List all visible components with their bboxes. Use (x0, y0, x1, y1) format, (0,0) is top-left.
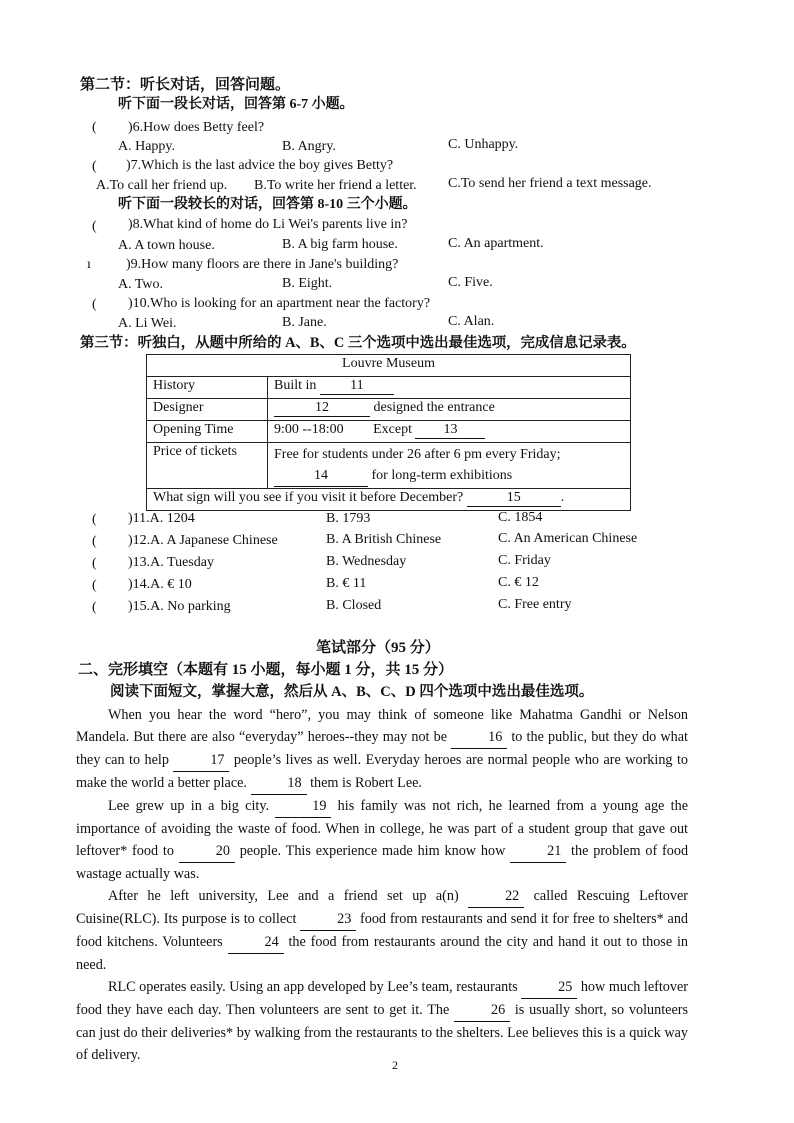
option-b: B.To write her friend a letter. (254, 178, 417, 193)
blank-22[interactable]: 22 (468, 885, 524, 908)
option-c: C. Unhappy. (448, 137, 519, 152)
option-b: B. Closed (326, 598, 382, 613)
option-c: C.To send her friend a text message. (448, 176, 652, 191)
blank-11[interactable]: 11 (320, 378, 394, 395)
blank-23[interactable]: 23 (300, 908, 356, 931)
question-stem: )13.A. Tuesday (128, 555, 214, 570)
page-number: 2 (392, 1058, 398, 1072)
written-part-header: 笔试部分（95 分） (316, 640, 440, 656)
option-b: B. € 11 (326, 576, 367, 591)
dialog2-intro: 听下面一段较长的对话，回答第 8-10 三个小题。 (118, 197, 417, 212)
option-b: B. Eight. (282, 276, 333, 291)
question-stem: )10.Who is looking for an apartment near the factory? (128, 296, 431, 311)
answer-paren[interactable]: ( (92, 578, 97, 593)
blank-18[interactable]: 18 (251, 772, 307, 795)
price-label: Price of tickets (147, 443, 268, 489)
passage-paragraph-4: RLC operates easily. Using an app developed by Lee’s team, restaurants 25 how much leftover food they have each day. Then volunteers are sent to get it. The 26 is usually short, so volunteers can just do their deliveries* by walking from the restaurants to the shelters. Lee believes this is a quick way of delivery. (76, 976, 688, 1066)
question-stem: )9.How many floors are there in Jane's building? (126, 257, 399, 272)
option-b: B. Wednesday (326, 554, 407, 569)
answer-paren[interactable]: ( (92, 159, 97, 174)
answer-paren[interactable]: ( (92, 512, 97, 527)
option-b: B. Angry. (282, 139, 336, 154)
answer-paren[interactable]: ( (92, 297, 97, 312)
price-line2 (274, 465, 624, 487)
question-stem: )6.How does Betty feel? (128, 120, 265, 135)
option-b: B. A big farm house. (282, 237, 398, 252)
history-label: History (147, 377, 268, 399)
blank-16[interactable]: 16 (451, 726, 507, 749)
blank-13[interactable]: 13 (415, 422, 485, 439)
opening-hours: 9:00 --18:00 (274, 422, 344, 437)
blank-25[interactable]: 25 (521, 976, 577, 999)
opening-time-label: Opening Time (147, 421, 268, 443)
passage-paragraph-1: When you hear the word “hero”, you may think of someone like Mahatma Gandhi or Nelson Mandela. But there are also “everyday” heroes--they may not be 16 to the public, but they do what they can to help 17 people’s lives as well. Everyday heroes are normal people who are working to make the world a better place. 18 them is Robert Lee. (76, 704, 688, 795)
section3-header: 第三节：听独白，从题中所给的 A、B、C 三个选项中选出最佳选项，完成信息记录表。 (80, 335, 636, 351)
option-c: C. Free entry (498, 597, 572, 612)
option-b: B. A British Chinese (326, 532, 442, 547)
answer-paren[interactable]: ( (92, 556, 97, 571)
designer-label: Designer (147, 399, 268, 421)
question-stem: )15.A. No parking (128, 599, 231, 614)
sign-question: What sign will you see if you visit it before December? (153, 490, 464, 505)
blank-14[interactable]: 14 (274, 465, 368, 487)
option-a: A. A town house. (118, 238, 215, 253)
answer-paren[interactable]: ı (87, 257, 91, 272)
passage-paragraph-3: After he left university, Lee and a friend set up a(n) 22 called Rescuing Leftover Cuisine(RLC). Its purpose is to collect 23 food from restaurants and send it for free to shelters* and food kitchens. Volunteers 24 the food from restaurants around the city and hand it out to those in need. (76, 885, 688, 976)
answer-paren[interactable]: ( (92, 600, 97, 615)
cloze-instructions: 阅读下面短文，掌握大意，然后从 A、B、C、D 四个选项中选出最佳选项。 (110, 684, 594, 700)
question-stem: )7.Which is the last advice the boy gives Betty? (126, 158, 394, 173)
option-a: A.To call her friend up. (96, 178, 228, 193)
option-a: A. Two. (118, 277, 164, 292)
table-title: Louvre Museum (147, 355, 631, 377)
blank-15[interactable]: 15 (467, 490, 561, 507)
option-c: C. 1854 (498, 510, 543, 525)
answer-paren[interactable]: ( (92, 120, 97, 135)
history-text: Built in (274, 378, 317, 393)
option-c: C. An American Chinese (498, 531, 638, 546)
option-a: A. Li Wei. (118, 316, 177, 331)
question-stem: )14.A. € 10 (128, 577, 192, 592)
blank-24[interactable]: 24 (228, 931, 284, 954)
blank-19[interactable]: 19 (275, 795, 331, 818)
answer-paren[interactable]: ( (92, 219, 97, 234)
designer-text: designed the entrance (373, 400, 495, 415)
option-b: B. 1793 (326, 511, 371, 526)
except-text: Except (373, 422, 412, 437)
cloze-passage (76, 704, 688, 1066)
blank-21[interactable]: 21 (510, 840, 566, 863)
price-line1: Free for students under 26 after 6 pm every Friday; (274, 447, 561, 462)
sign-question-cell (147, 489, 631, 511)
option-c: C. € 12 (498, 575, 539, 590)
option-c: C. Alan. (448, 314, 495, 329)
option-c: C. An apartment. (448, 236, 544, 251)
info-record-table (146, 354, 631, 511)
option-c: C. Friday (498, 553, 551, 568)
blank-26[interactable]: 26 (454, 999, 510, 1022)
dialog1-intro: 听下面一段长对话，回答第 6-7 小题。 (118, 97, 354, 112)
price-cell (268, 443, 631, 489)
question-stem: )8.What kind of home do Li Wei's parents live in? (128, 217, 408, 232)
history-cell (268, 377, 631, 399)
passage-paragraph-2: Lee grew up in a big city. 19 his family was not rich, he learned from a young age the importance of avoiding the waste of food. When in college, he was part of a student group that gave out leftover* food to 20 people. This experience made him know how 21 the problem of food wastage actually was. (76, 795, 688, 885)
price-text: for long-term exhibitions (371, 468, 513, 483)
blank-20[interactable]: 20 (179, 840, 235, 863)
option-b: B. Jane. (282, 315, 327, 330)
designer-cell (268, 399, 631, 421)
option-c: C. Five. (448, 275, 493, 290)
sign-question-period: . (560, 490, 565, 505)
question-stem: )11.A. 1204 (128, 511, 195, 526)
blank-17[interactable]: 17 (173, 749, 229, 772)
cloze-header: 二、完形填空（本题有 15 小题，每小题 1 分，共 15 分） (78, 662, 454, 678)
blank-12[interactable]: 12 (274, 400, 370, 417)
option-a: A. Happy. (118, 139, 176, 154)
opening-time-cell (268, 421, 631, 443)
answer-paren[interactable]: ( (92, 534, 97, 549)
question-stem: )12.A. A Japanese Chinese (128, 533, 278, 548)
section2-header: 第二节：听长对话，回答问题。 (80, 77, 291, 93)
